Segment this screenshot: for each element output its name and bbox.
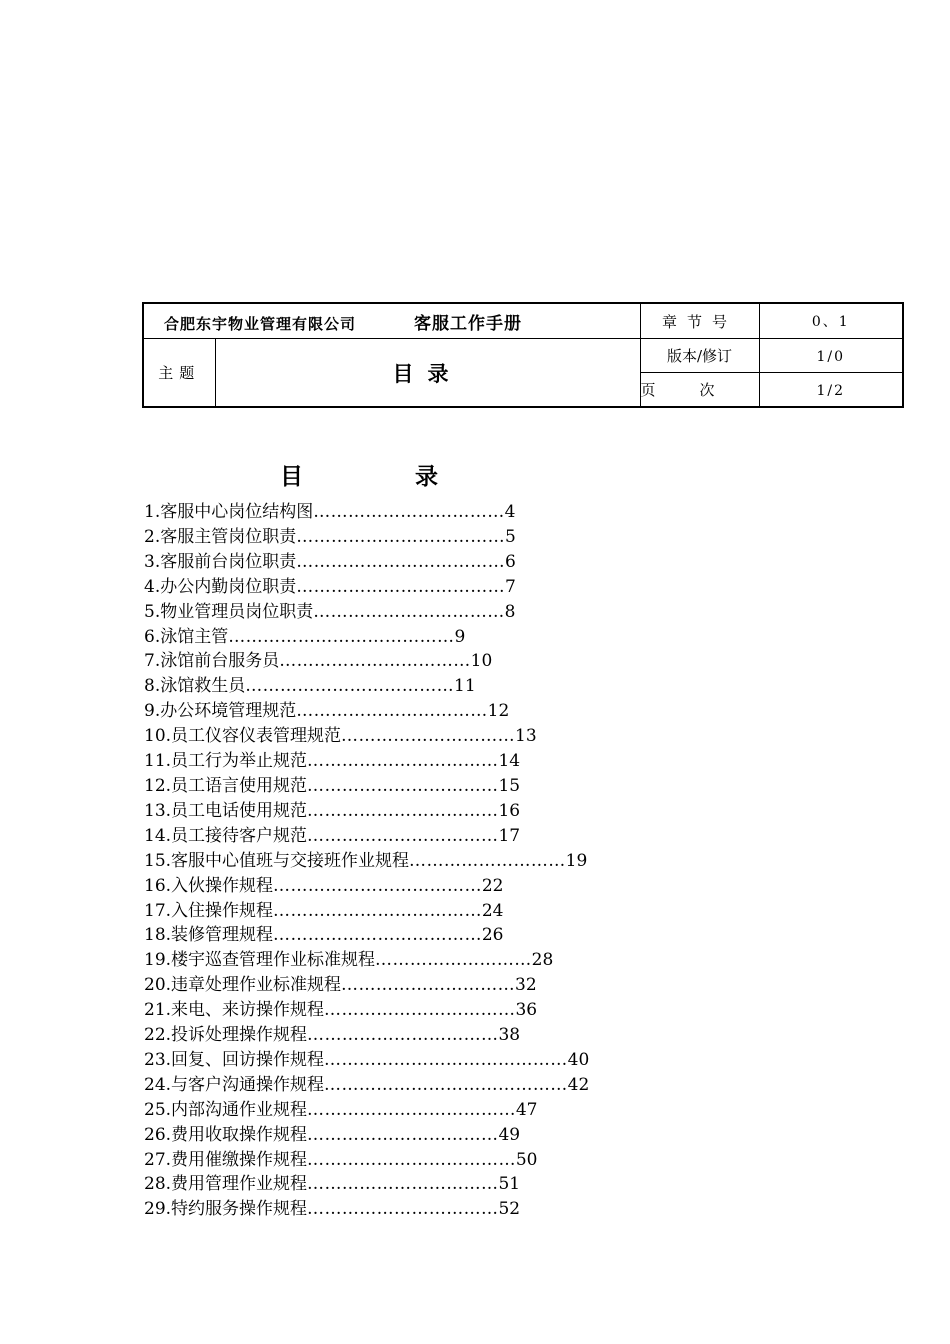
toc-entry-label: 19.楼宇巡查管理作业标准规程	[144, 950, 376, 971]
toc-entry-leader: ……………………………	[307, 1124, 499, 1145]
toc-entry-page: 51	[498, 1174, 521, 1195]
toc-entry-leader: ……………………………	[313, 601, 505, 622]
toc-list	[144, 500, 589, 1222]
toc-entry-page: 40	[567, 1049, 590, 1070]
toc-entry[interactable]	[144, 1073, 589, 1098]
toc-entry-page: 14	[498, 751, 521, 772]
subject-value-cell	[215, 339, 640, 408]
toc-entry-page: 6	[505, 551, 516, 572]
toc-entry-label: 23.回复、回访操作规程	[144, 1049, 325, 1070]
toc-entry[interactable]	[144, 699, 589, 724]
toc-entry-leader: ………………………	[409, 850, 566, 871]
toc-entry[interactable]	[144, 899, 589, 924]
toc-entry[interactable]	[144, 1148, 589, 1173]
toc-entry-page: 32	[515, 975, 537, 996]
chapter-label-cell	[640, 303, 759, 339]
toc-entry-leader: ……………………………………	[324, 1074, 568, 1095]
toc-entry[interactable]	[144, 1098, 589, 1123]
toc-entry-leader: ……………………………	[307, 775, 499, 796]
toc-entry[interactable]	[144, 525, 589, 550]
chapter-value-cell	[759, 303, 903, 339]
toc-entry-page: 7	[505, 576, 516, 597]
toc-entry-page: 4	[504, 502, 516, 522]
version-label: 版本/修订	[666, 347, 733, 365]
toc-entry-leader: …………………………………	[228, 626, 455, 647]
toc-entry-leader: ………………………………	[296, 526, 506, 547]
toc-title-part2: 录	[415, 464, 438, 490]
subject-label: 主题	[158, 364, 201, 382]
toc-entry-leader: ……………………………	[307, 825, 499, 846]
toc-entry-label: 28.费用管理作业规程	[144, 1174, 308, 1195]
toc-entry-label: 8.泳馆救生员	[144, 676, 246, 697]
toc-entry-label: 15.客服中心值班与交接班作业规程	[144, 850, 410, 871]
toc-entry[interactable]	[144, 1123, 589, 1148]
toc-entry-leader: ……………………………	[313, 502, 505, 522]
toc-entry[interactable]	[144, 500, 589, 525]
toc-entry-label: 26.费用收取操作规程	[144, 1124, 308, 1145]
toc-entry-label: 20.违章处理作业标准规程	[144, 975, 342, 996]
toc-entry-label: 9.办公环境管理规范	[144, 701, 297, 722]
toc-entry-leader: ……………………………………	[324, 1049, 568, 1070]
toc-entry[interactable]	[144, 774, 589, 799]
header-title-cell	[143, 303, 640, 339]
toc-entry-leader: ……………………………	[307, 800, 499, 821]
company-name: 合肥东宇物业管理有限公司	[164, 314, 357, 333]
toc-entry-leader: ………………………………	[273, 925, 482, 946]
toc-entry-label: 14.员工接待客户规范	[144, 825, 308, 846]
toc-entry-label: 16.入伙操作规程	[144, 875, 274, 896]
toc-entry-leader: ……………………………	[296, 701, 488, 722]
toc-entry-label: 24.与客户沟通操作规程	[144, 1074, 325, 1095]
toc-entry[interactable]	[144, 849, 589, 874]
toc-entry-label: 6.泳馆主管	[144, 626, 229, 647]
toc-entry-leader: ………………………………	[273, 875, 482, 896]
toc-entry-page: 10	[470, 651, 493, 672]
page-label: 页次	[640, 381, 759, 399]
toc-entry-page: 49	[498, 1124, 521, 1145]
subject-value: 目录	[392, 361, 463, 386]
toc-entry-page: 8	[504, 601, 516, 622]
toc-entry-leader: ………………………………	[307, 1099, 516, 1120]
chapter-label: 章节号	[662, 312, 738, 331]
toc-entry-label: 5.物业管理员岗位职责	[144, 601, 314, 622]
toc-entry-label: 25.内部沟通作业规程	[144, 1099, 308, 1120]
page-value: 1/2	[816, 382, 846, 399]
toc-entry-leader: ………………………………	[296, 551, 506, 572]
toc-entry-page: 52	[498, 1199, 521, 1220]
toc-entry-page: 22	[481, 875, 504, 896]
toc-entry-page: 36	[515, 1000, 538, 1021]
toc-entry-label: 22.投诉处理操作规程	[144, 1025, 308, 1046]
toc-entry[interactable]	[144, 874, 589, 899]
version-label-cell	[640, 339, 759, 373]
toc-entry-leader: ……………………………	[324, 1000, 516, 1021]
version-value-cell	[759, 339, 903, 373]
document-header-table	[142, 302, 904, 408]
manual-title: 客服工作手册	[414, 313, 523, 334]
toc-title-part1: 目	[280, 464, 303, 490]
toc-entry-label: 17.入住操作规程	[144, 900, 274, 921]
toc-entry-leader: ……………………………	[279, 651, 471, 672]
toc-entry-page: 12	[487, 701, 510, 722]
toc-entry-page: 15	[498, 775, 521, 796]
toc-entry-label: 27.费用催缴操作规程	[144, 1149, 308, 1170]
subject-label-cell	[143, 339, 215, 408]
toc-entry-label: 3.客服前台岗位职责	[144, 551, 297, 572]
toc-entry-leader: ………………………………	[307, 1149, 516, 1170]
toc-entry-page: 28	[531, 950, 554, 971]
toc-entry-page: 17	[498, 825, 521, 846]
toc-entry[interactable]	[144, 600, 589, 625]
toc-entry-leader: ……………………………	[307, 1025, 499, 1046]
toc-entry-page: 19	[565, 850, 588, 871]
toc-entry[interactable]	[144, 649, 589, 674]
toc-entry[interactable]	[144, 674, 589, 699]
toc-entry[interactable]	[144, 724, 589, 749]
page-label-cell	[640, 373, 759, 408]
toc-entry-leader: …………………………	[341, 726, 516, 747]
page-value-cell	[759, 373, 903, 408]
toc-entry[interactable]	[144, 749, 589, 774]
toc-entry[interactable]	[144, 824, 589, 849]
toc-entry[interactable]	[144, 1048, 589, 1073]
toc-entry-leader: ………………………………	[296, 576, 506, 597]
toc-entry-label: 11.员工行为举止规范	[144, 751, 308, 772]
toc-entry-label: 2.客服主管岗位职责	[144, 526, 297, 547]
toc-entry-page: 16	[498, 800, 521, 821]
toc-entry-page: 24	[481, 900, 504, 921]
toc-entry[interactable]	[144, 923, 589, 948]
toc-entry-page: 5	[505, 526, 516, 547]
toc-entry[interactable]	[144, 1023, 589, 1048]
toc-entry[interactable]	[144, 799, 589, 824]
toc-entry-page: 47	[515, 1099, 538, 1120]
toc-entry-label: 1.客服中心岗位结构图	[144, 502, 314, 522]
toc-entry-leader: ……………………………	[307, 1199, 499, 1220]
toc-entry[interactable]	[144, 948, 589, 973]
toc-entry-label: 12.员工语言使用规范	[144, 775, 308, 796]
toc-entry-leader: ……………………………	[307, 1174, 499, 1195]
toc-entry-page: 11	[454, 676, 476, 697]
toc-entry[interactable]	[144, 550, 589, 575]
toc-entry-label: 18.装修管理规程	[144, 925, 274, 946]
toc-entry-leader: …………………………	[341, 975, 516, 996]
toc-entry-leader: ………………………………	[245, 676, 455, 697]
toc-entry[interactable]	[144, 1172, 589, 1197]
toc-entry-page: 13	[515, 726, 537, 747]
chapter-value: 0、1	[811, 314, 850, 330]
toc-entry-page: 26	[481, 925, 504, 946]
toc-entry-label: 4.办公内勤岗位职责	[144, 576, 297, 597]
toc-entry-page: 9	[454, 626, 466, 647]
toc-entry[interactable]	[144, 998, 589, 1023]
toc-entry[interactable]	[144, 625, 589, 650]
toc-entry-page: 38	[498, 1025, 521, 1046]
toc-entry-label: 29.特约服务操作规程	[144, 1199, 308, 1220]
toc-entry-leader: ………………………………	[273, 900, 482, 921]
toc-title	[280, 458, 438, 491]
toc-entry-leader: ………………………	[375, 950, 532, 971]
toc-entry-page: 42	[567, 1074, 590, 1095]
toc-entry[interactable]	[144, 1197, 589, 1222]
toc-entry-label: 13.员工电话使用规范	[144, 800, 308, 821]
toc-entry-label: 21.来电、来访操作规程	[144, 1000, 325, 1021]
toc-entry-label: 7.泳馆前台服务员	[144, 651, 280, 672]
toc-entry[interactable]	[144, 575, 589, 600]
toc-entry-page: 50	[515, 1149, 538, 1170]
toc-entry[interactable]	[144, 973, 589, 998]
toc-entry-label: 10.员工仪容仪表管理规范	[144, 726, 342, 747]
version-value: 1/0	[816, 348, 846, 365]
toc-entry-leader: ……………………………	[307, 751, 499, 772]
